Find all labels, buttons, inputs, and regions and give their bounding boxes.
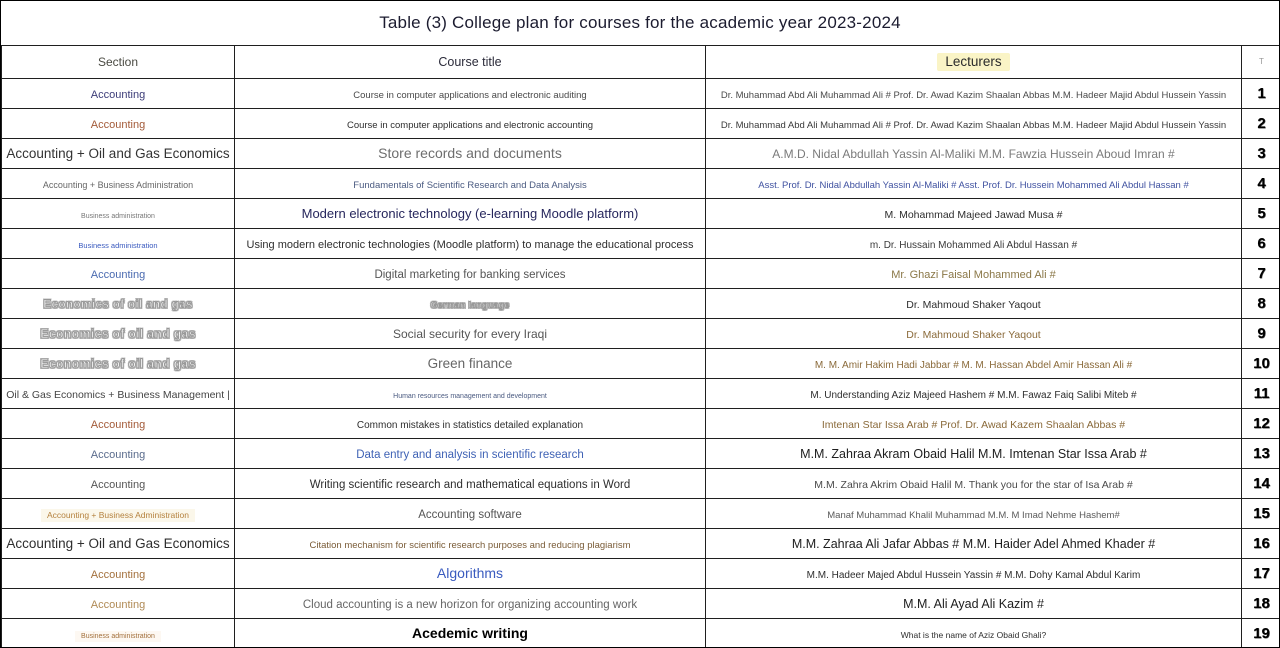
section-label: Accounting: [90, 568, 146, 581]
row-number: 4: [1257, 174, 1266, 192]
row-number-cell: [1242, 289, 1280, 319]
row-number: 6: [1257, 234, 1266, 252]
row-number-cell: [1242, 319, 1280, 349]
row-number: 10: [1253, 354, 1270, 372]
lecturer-cell: [706, 79, 1242, 109]
course-title-label: Accounting software: [418, 508, 522, 521]
lecturer-label: Asst. Prof. Dr. Nidal Abdullah Yassin Al-Maliki # Asst. Prof. Dr. Hussein Mohammed Ali Abdul Hassan #: [758, 179, 1189, 191]
row-number-cell: [1242, 529, 1280, 559]
section-cell: [2, 289, 235, 319]
section-cell: [2, 259, 235, 289]
table-row: [2, 139, 1280, 169]
row-number-cell: [1242, 79, 1280, 109]
header-course-title-label: Course title: [438, 54, 502, 69]
lecturer-cell: [706, 439, 1242, 469]
course-title-cell: [235, 379, 706, 409]
course-title-label: Cloud accounting is a new horizon for organizing accounting work: [302, 598, 638, 611]
row-number-cell: [1242, 229, 1280, 259]
section-label: Accounting: [90, 478, 146, 491]
course-title-label: Human resources management and development: [393, 392, 547, 400]
section-cell: [2, 109, 235, 139]
section-cell: [2, 169, 235, 199]
course-title-label: Green finance: [427, 355, 513, 371]
section-cell: [2, 319, 235, 349]
table-row: [2, 289, 1280, 319]
lecturer-label: M.M. Zahraa Ali Jafar Abbas # M.M. Haider Adel Ahmed Khader #: [791, 536, 1156, 551]
section-cell: [2, 349, 235, 379]
course-title-cell: [235, 499, 706, 529]
section-cell: [2, 139, 235, 169]
lecturer-cell: [706, 529, 1242, 559]
table-row: [2, 259, 1280, 289]
course-title-label: Writing scientific research and mathematical equations in Word: [309, 478, 631, 491]
section-label: Business administration: [75, 631, 161, 643]
row-number: 1: [1257, 84, 1266, 102]
course-plan-table: [1, 45, 1280, 648]
section-cell: [2, 409, 235, 439]
table-row: [2, 589, 1280, 619]
row-number-cell: [1242, 469, 1280, 499]
section-cell: [2, 229, 235, 259]
row-number: 19: [1253, 624, 1270, 642]
table-row: [2, 469, 1280, 499]
row-number: 9: [1257, 324, 1266, 342]
lecturer-label: M.M. Ali Ayad Ali Kazim #: [903, 596, 1044, 611]
section-label: Accounting: [90, 268, 146, 281]
row-number-cell: [1242, 379, 1280, 409]
course-title-label: Algorithms: [436, 564, 504, 581]
row-number: 14: [1253, 474, 1270, 492]
table-row: [2, 79, 1280, 109]
section-label: Economics of oil and gas: [43, 296, 193, 311]
course-title-cell: [235, 139, 706, 169]
section-cell: [2, 529, 235, 559]
course-title-label: Common mistakes in statistics detailed explanation: [356, 419, 584, 431]
course-title-cell: [235, 169, 706, 199]
course-table-body: [2, 79, 1280, 648]
course-title-label: Using modern electronic technologies (Moodle platform) to manage the educational process: [246, 238, 694, 251]
row-number-cell: [1242, 349, 1280, 379]
course-title-label: Course in computer applications and electronic accounting: [346, 119, 594, 131]
lecturer-cell: [706, 349, 1242, 379]
section-cell: [2, 469, 235, 499]
page-title: Table (3) College plan for courses for the academic year 2023-2024: [379, 13, 901, 32]
row-number: 18: [1253, 594, 1270, 612]
course-title-cell: [235, 109, 706, 139]
lecturer-cell: [706, 319, 1242, 349]
section-cell: [2, 589, 235, 619]
course-title-cell: [235, 259, 706, 289]
table-row: [2, 619, 1280, 648]
course-title-label: Data entry and analysis in scientific research: [356, 448, 584, 461]
row-number-cell: [1242, 139, 1280, 169]
section-cell: [2, 499, 235, 529]
row-number: 3: [1257, 144, 1266, 162]
row-number-cell: [1242, 109, 1280, 139]
row-number: 16: [1253, 534, 1270, 552]
lecturer-cell: [706, 469, 1242, 499]
section-cell: [2, 439, 235, 469]
section-label: Accounting + Business Administration: [41, 509, 195, 522]
header-lecturers: [706, 46, 1242, 79]
lecturer-label: A.M.D. Nidal Abdullah Yassin Al-Maliki M.M. Fawzia Hussein Aboud Imran #: [772, 146, 1175, 161]
table-row: [2, 439, 1280, 469]
table-row: [2, 529, 1280, 559]
course-title-label: Citation mechanism for scientific research purposes and reducing plagiarism: [309, 539, 631, 551]
lecturer-label: M. Mohammad Majeed Jawad Musa #: [884, 208, 1063, 221]
course-title-cell: [235, 559, 706, 589]
section-label: Accounting: [90, 598, 146, 611]
course-title-cell: [235, 439, 706, 469]
course-title-label: Social security for every Iraqi: [392, 326, 548, 341]
section-cell: [2, 559, 235, 589]
row-number-cell: [1242, 439, 1280, 469]
section-label: Accounting + Oil and Gas Economics: [6, 145, 230, 161]
section-label: Economics of oil and gas: [40, 356, 196, 371]
course-title-label: German language: [430, 299, 510, 310]
row-number-cell: [1242, 169, 1280, 199]
table-row: [2, 379, 1280, 409]
section-label: Accounting: [90, 418, 146, 431]
course-title-label: Store records and documents: [378, 144, 562, 161]
section-cell: [2, 619, 235, 648]
header-lecturers-label: Lecturers: [937, 53, 1009, 72]
table-row: [2, 199, 1280, 229]
row-number-cell: [1242, 559, 1280, 589]
lecturer-cell: [706, 559, 1242, 589]
lecturer-label: M.M. Hadeer Majed Abdul Hussein Yassin # M.M. Dohy Kamal Abdul Karim: [806, 569, 1141, 581]
lecturer-cell: [706, 379, 1242, 409]
lecturer-label: M. M. Amir Hakim Hadi Jabbar # M. M. Hassan Abdel Amir Hassan Ali #: [814, 359, 1133, 371]
course-title-cell: [235, 289, 706, 319]
header-section: [2, 46, 235, 79]
row-number: 5: [1257, 204, 1266, 222]
table-row: [2, 559, 1280, 589]
row-number: 15: [1253, 504, 1270, 522]
header-row: [2, 46, 1280, 79]
header-number-label: T: [1259, 57, 1264, 67]
section-label: Accounting: [90, 88, 146, 101]
lecturer-cell: [706, 499, 1242, 529]
section-label: Accounting: [90, 118, 146, 131]
lecturer-cell: [706, 589, 1242, 619]
lecturer-label: What is the name of Aziz Obaid Ghali?: [900, 629, 1047, 640]
table-row: [2, 109, 1280, 139]
table-row: [2, 229, 1280, 259]
course-title-cell: [235, 79, 706, 109]
lecturer-label: Imtenan Star Issa Arab # Prof. Dr. Awad Kazem Shaalan Abbas #: [821, 418, 1126, 431]
lecturer-cell: [706, 139, 1242, 169]
table-row: [2, 499, 1280, 529]
course-title-cell: [235, 529, 706, 559]
course-title-cell: [235, 229, 706, 259]
course-title-cell: [235, 589, 706, 619]
course-title-label: Fundamentals of Scientific Research and Data Analysis: [353, 179, 587, 191]
row-number: 7: [1257, 264, 1266, 282]
lecturer-label: Manaf Muhammad Khalil Muhammad M.M. M Imad Nehme Hashem#: [827, 509, 1120, 521]
row-number: 17: [1253, 564, 1270, 582]
course-title-cell: [235, 319, 706, 349]
header-number: [1242, 46, 1280, 79]
lecturer-cell: [706, 109, 1242, 139]
row-number-cell: [1242, 409, 1280, 439]
lecturer-label: Dr. Mahmoud Shaker Yaqout: [906, 298, 1041, 311]
course-title-cell: [235, 199, 706, 229]
lecturer-cell: [706, 199, 1242, 229]
row-number: 11: [1253, 384, 1270, 402]
section-label: Oil & Gas Economics + Business Management |: [6, 388, 230, 401]
header-section-label: Section: [97, 54, 139, 69]
course-title-cell: [235, 619, 706, 648]
lecturer-cell: [706, 409, 1242, 439]
lecturer-label: Dr. Muhammad Abd Ali Muhammad Ali # Prof. Dr. Awad Kazim Shaalan Abbas M.M. Hadeer Majid Abdul Hussein Yassin: [720, 119, 1227, 131]
lecturer-cell: [706, 169, 1242, 199]
lecturer-label: Mr. Ghazi Faisal Mohammed Ali #: [891, 268, 1056, 281]
lecturer-label: Dr. Muhammad Abd Ali Muhammad Ali # Prof. Dr. Awad Kazim Shaalan Abbas M.M. Hadeer Majid Abdul Hussein Yassin: [720, 89, 1227, 101]
lecturer-cell: [706, 229, 1242, 259]
section-label: Business administration: [81, 212, 155, 220]
section-label: Accounting + Oil and Gas Economics: [6, 535, 230, 551]
row-number: 13: [1253, 444, 1270, 462]
table-row: [2, 319, 1280, 349]
course-title-cell: [235, 469, 706, 499]
course-title-label: Course in computer applications and electronic auditing: [353, 89, 587, 101]
header-course-title: [235, 46, 706, 79]
course-title-cell: [235, 409, 706, 439]
table-row: [2, 169, 1280, 199]
course-title-label: Digital marketing for banking services: [374, 268, 566, 281]
row-number-cell: [1242, 499, 1280, 529]
lecturer-label: Dr. Mahmoud Shaker Yaqout: [906, 328, 1041, 341]
row-number: 8: [1257, 294, 1266, 312]
lecturer-label: M. Understanding Aziz Majeed Hashem # M.M. Fawaz Faiq Salibi Miteb #: [810, 389, 1137, 401]
section-label: Accounting + Business Administration: [42, 179, 194, 190]
table-row: [2, 349, 1280, 379]
section-cell: [2, 79, 235, 109]
table-row: [2, 409, 1280, 439]
lecturer-label: M.M. Zahra Akrim Obaid Halil M. Thank you for the star of Isa Arab #: [814, 478, 1133, 491]
section-cell: [2, 199, 235, 229]
course-title-label: Modern electronic technology (e-learning Moodle platform): [301, 205, 639, 221]
lecturer-label: M.M. Zahraa Akram Obaid Halil M.M. Imtenan Star Issa Arab #: [800, 446, 1147, 461]
lecturer-cell: [706, 259, 1242, 289]
section-cell: [2, 379, 235, 409]
section-label: Accounting: [90, 448, 146, 461]
lecturer-label: m. Dr. Hussain Mohammed Ali Abdul Hassan #: [869, 239, 1078, 251]
course-title-cell: [235, 349, 706, 379]
row-number-cell: [1242, 259, 1280, 289]
course-title-label: Acedemic writing: [412, 624, 528, 641]
row-number-cell: [1242, 619, 1280, 648]
lecturer-cell: [706, 619, 1242, 648]
row-number-cell: [1242, 589, 1280, 619]
row-number: 2: [1257, 114, 1266, 132]
lecturer-cell: [706, 289, 1242, 319]
section-label: Economics of oil and gas: [40, 326, 196, 341]
row-number: 12: [1253, 414, 1270, 432]
row-number-cell: [1242, 199, 1280, 229]
section-label: Business administration: [78, 240, 158, 250]
